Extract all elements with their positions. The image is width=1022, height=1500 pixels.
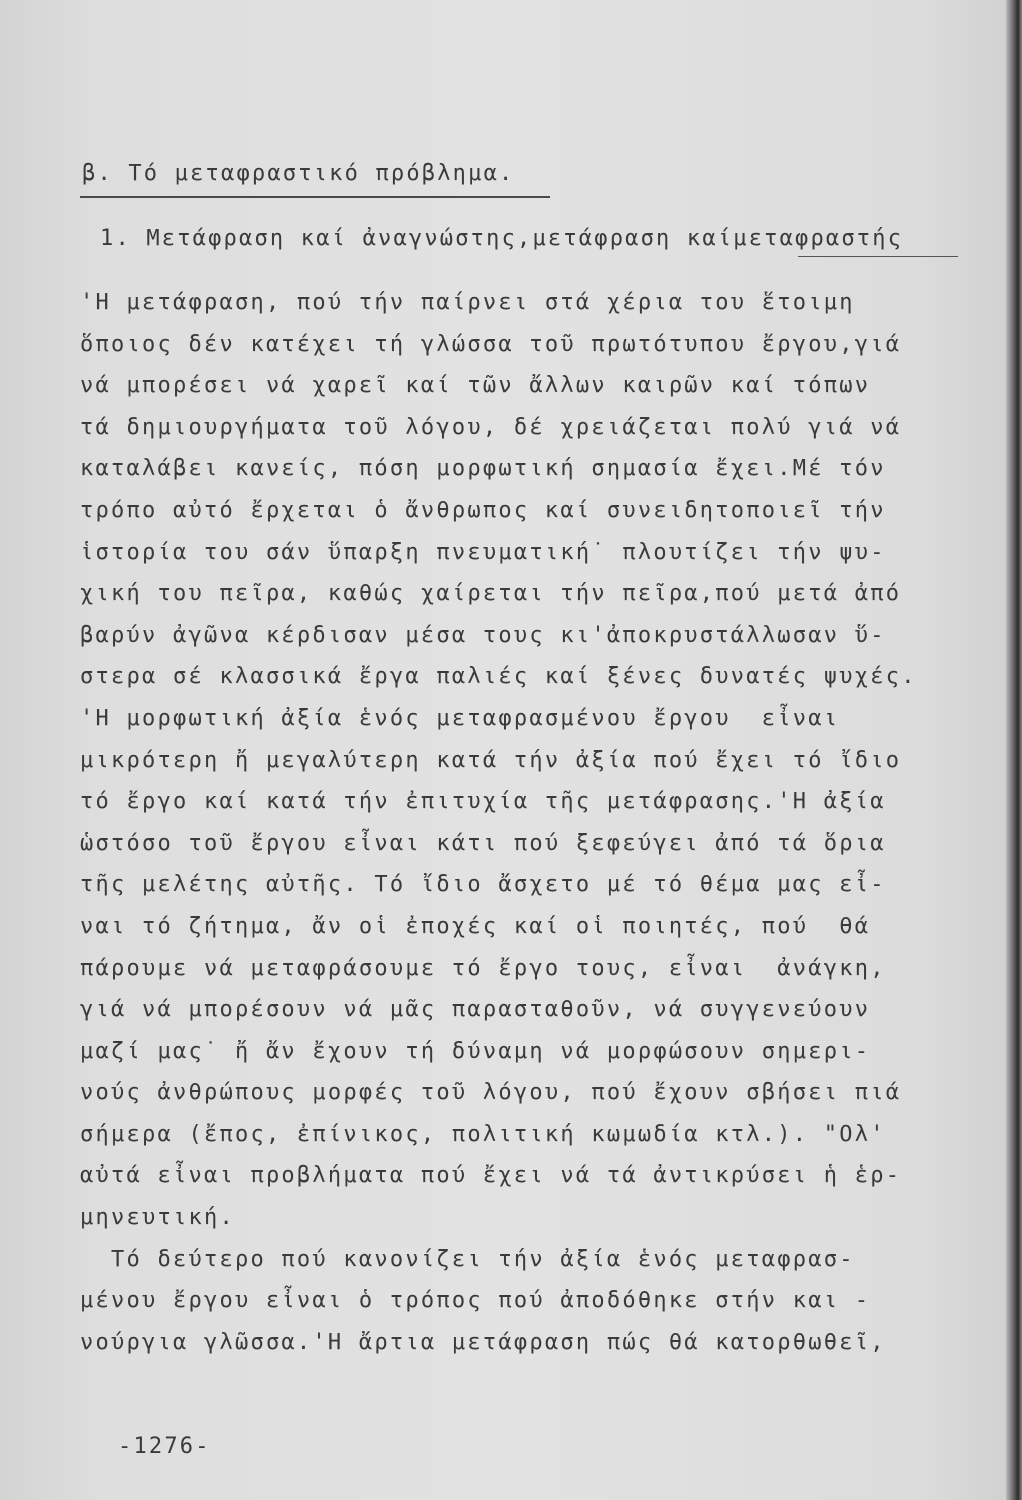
text-line: νά μπορέσει νά χαρεῖ καί τῶν ἄλλων καιρῶν καί τόπων [80, 373, 871, 399]
text-line: σήμερα (ἔπος, ἐπίνικος, πολιτική κωμωδία κτλ.). "Ολ' [80, 1121, 886, 1147]
text-line: τό ἔργο καί κατά τήν ἐπιτυχία τῆς μετάφρασης.'Η ἀξία [80, 789, 886, 815]
text-line: 'Η μορφωτική ἀξία ἑνός μεταφρασμένου ἔργου εἶναι [80, 705, 840, 731]
text-line: πάρουμε νά μεταφράσουμε τό ἔργο τους, εἶναι ἀνάγκη, [80, 955, 886, 981]
subsection-heading: 1. Μετάφραση καί ἀναγνώστης,μετάφραση καίμεταφραστής [100, 226, 904, 251]
text-line: Τό δεύτερο πού κανονίζει τήν ἀξία ἑνός μεταφρασ- [80, 1246, 855, 1272]
text-line: ὅποιος δέν κατέχει τή γλώσσα τοῦ πρωτότυπου ἔργου,γιά [80, 331, 902, 357]
page-binding-edge [1006, 0, 1022, 1500]
section-heading: β. Τό μεταφραστικό πρόβλημα. [82, 161, 515, 186]
text-line: χική του πεῖρα, καθώς χαίρεται τήν πεῖρα,πού μετά ἀπό [80, 581, 902, 607]
text-line: τρόπο αὐτό ἔρχεται ὁ ἄνθρωπος καί συνειδητοποιεῖ τήν [80, 497, 886, 523]
text-line: μένου ἔργου εἶναι ὁ τρόπος πού ἀποδόθηκε στήν και - [80, 1288, 871, 1314]
subheading-underline [798, 256, 958, 257]
text-line: ἱστορία του σάν ὕπαρξη πνευματική˙ πλουτίζει τήν ψυ- [80, 539, 886, 565]
page-number: -1276- [118, 1434, 211, 1459]
text-line: βαρύν ἀγῶνα κέρδισαν μέσα τους κι'ἀποκρυστάλλωσαν ὕ- [80, 622, 886, 648]
text-line: ναι τό ζήτημα, ἄν οἱ ἐποχές καί οἱ ποιητές, πού θά [80, 913, 871, 939]
text-line: μικρότερη ἤ μεγαλύτερη κατά τήν ἀξία πού ἔχει τό ἴδιο [80, 747, 902, 773]
text-line: τῆς μελέτης αὐτῆς. Τό ἴδιο ἄσχετο μέ τό θέμα μας εἶ- [80, 872, 886, 898]
text-line: ὡστόσο τοῦ ἔργου εἶναι κάτι πού ξεφεύγει ἀπό τά ὅρια [80, 830, 886, 856]
text-line: στερα σέ κλασσικά ἔργα παλιές καί ξένες δυνατές ψυχές. [80, 664, 917, 690]
text-line: αὐτά εἶναι προβλήματα πού ἔχει νά τά ἀντικρύσει ἡ ἑρ- [80, 1163, 902, 1189]
text-line: μαζί μας˙ ἤ ἄν ἔχουν τή δύναμη νά μορφώσουν σημερι- [80, 1038, 871, 1064]
heading-underline [80, 196, 550, 198]
text-line: καταλάβει κανείς, πόση μορφωτική σημασία ἔχει.Μέ τόν [80, 456, 886, 482]
text-line: νούς ἀνθρώπους μορφές τοῦ λόγου, πού ἔχουν σβήσει πιά [80, 1080, 902, 1106]
text-line: τά δημιουργήματα τοῦ λόγου, δέ χρειάζεται πολύ γιά νά [80, 414, 902, 440]
body-text [80, 282, 980, 1363]
text-line: 'Η μετάφραση, πού τήν παίρνει στά χέρια του ἕτοιμη [80, 290, 855, 315]
text-line: μηνευτική. [80, 1205, 235, 1231]
text-line: γιά νά μπορέσουν νά μᾶς παρασταθοῦν, νά συγγενεύουν [80, 997, 871, 1023]
text-line: νούργια γλῶσσα.'Η ἄρτια μετάφραση πώς θά κατορθωθεῖ, [80, 1329, 886, 1355]
